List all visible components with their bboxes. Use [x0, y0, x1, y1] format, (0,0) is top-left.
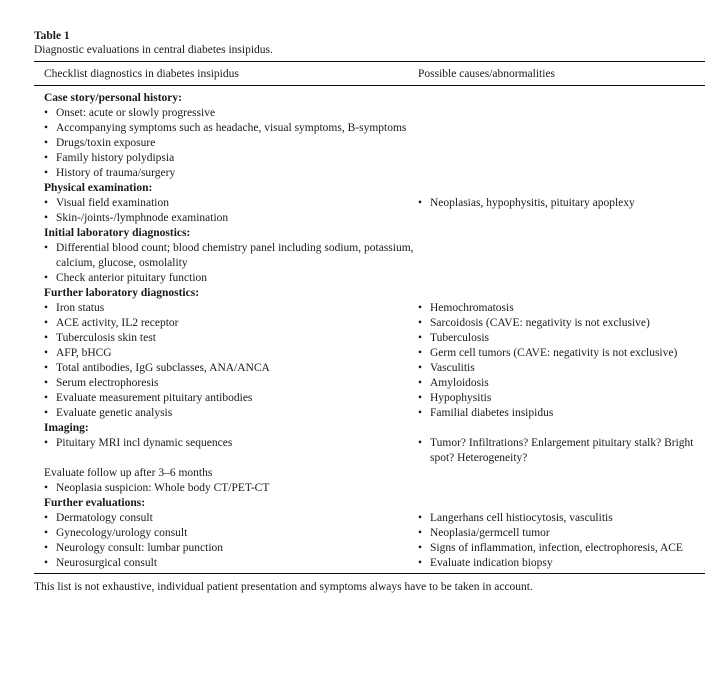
- table-row: • Neurology consult: lumbar punction • Signs of inflammation, infection, electrophoresis, ACE: [34, 541, 705, 556]
- section-title-imaging: Imaging:: [44, 422, 89, 434]
- list-item: Family history polydipsia: [56, 152, 175, 164]
- bottom-rule: [34, 573, 705, 574]
- table-row: • Visual field examination • Neoplasias, hypophysitis, pituitary apoplexy: [34, 196, 705, 211]
- table-row: [34, 286, 705, 301]
- table-label: Table 1: [34, 30, 70, 42]
- cause-item: Neoplasias, hypophysitis, pituitary apoplexy: [430, 197, 635, 209]
- table-row: • Skin-/joints-/lymphnode examination: [34, 211, 705, 226]
- table-row: • Dermatology consult • Langerhans cell histiocytosis, vasculitis: [34, 511, 705, 526]
- table-caption: Diagnostic evaluations in central diabetes insipidus.: [34, 44, 273, 56]
- cause-item: Neoplasia/germcell tumor: [430, 527, 550, 539]
- list-item: Iron status: [56, 302, 105, 314]
- table-row: • Gynecology/urology consult • Neoplasia/germcell tumor: [34, 526, 705, 541]
- table-row: • Tuberculosis skin test • Tuberculosis: [34, 331, 705, 346]
- section-title-further-eval: Further evaluations:: [44, 497, 146, 509]
- table-row: • Evaluate genetic analysis • Familial diabetes insipidus: [34, 406, 705, 421]
- table-header: [34, 62, 705, 85]
- table-row: [34, 466, 705, 481]
- table-row: • Total antibodies, IgG subclasses, ANA/ANCA • Vasculitis: [34, 361, 705, 376]
- list-item: Neurosurgical consult: [56, 557, 158, 569]
- cause-item: Familial diabetes insipidus: [430, 407, 554, 419]
- table-row: • History of trauma/surgery: [34, 166, 705, 181]
- list-item: Pituitary MRI incl dynamic sequences: [56, 437, 233, 449]
- table-row: • Neoplasia suspicion: Whole body CT/PET-CT: [34, 481, 705, 496]
- table-row: • Differential blood count; blood chemistry panel including sodium, potassium, calcium, glucose, osmolality: [34, 241, 705, 271]
- section-title-history: Case story/personal history:: [44, 92, 182, 104]
- cause-item: Langerhans cell histiocytosis, vasculitis: [430, 512, 613, 524]
- table-row: • Family history polydipsia: [34, 151, 705, 166]
- table-row: • Pituitary MRI incl dynamic sequences • Tumor? Infiltrations? Enlargement pituitary stalk? Bright spot? Heterogeneity?: [44, 437, 694, 464]
- table-row: • Onset: acute or slowly progressive: [34, 106, 705, 121]
- table-row: [34, 181, 705, 196]
- list-item: Skin-/joints-/lymphnode examination: [56, 212, 229, 224]
- col2-header: Possible causes/abnormalities: [418, 68, 556, 80]
- list-item: Neurology consult: lumbar punction: [56, 542, 224, 554]
- list-item: ACE activity, IL2 receptor: [56, 317, 179, 329]
- cause-item: Vasculitis: [430, 362, 475, 374]
- col1-header: Checklist diagnostics in diabetes insipidus: [44, 68, 239, 80]
- list-item: Gynecology/urology consult: [56, 527, 188, 539]
- cause-item: Tuberculosis: [430, 332, 489, 344]
- section-title-physical: Physical examination:: [44, 182, 153, 194]
- table-row: • Accompanying symptoms such as headache, visual symptoms, B-symptoms: [34, 121, 705, 136]
- table-row: • Evaluate measurement pituitary antibodies • Hypophysitis: [34, 391, 705, 406]
- list-item: Evaluate genetic analysis: [56, 407, 173, 419]
- cause-item: Amyloidosis: [430, 377, 489, 389]
- table-row: • AFP, bHCG • Germ cell tumors (CAVE: negativity is not exclusive): [34, 346, 705, 361]
- table-row: • Iron status • Hemochromatosis: [34, 301, 705, 316]
- list-item: AFP, bHCG: [56, 347, 112, 359]
- cause-item: Signs of inflammation, infection, electrophoresis, ACE: [430, 542, 683, 554]
- list-item: Serum electrophoresis: [56, 377, 159, 389]
- table-row: [34, 421, 705, 436]
- list-item: Total antibodies, IgG subclasses, ANA/ANCA: [56, 362, 270, 374]
- list-item: Drugs/toxin exposure: [56, 137, 156, 149]
- section-title-initial-lab: Initial laboratory diagnostics:: [44, 227, 191, 239]
- table-container: [34, 29, 705, 594]
- table-row: [34, 496, 705, 511]
- list-item: Dermatology consult: [56, 512, 153, 524]
- table-row: [34, 226, 705, 241]
- list-item: Differential blood count; blood chemistry panel including sodium, potassium, calcium, glucose, osmolality: [56, 242, 414, 269]
- cause-item: Sarcoidosis (CAVE: negativity is not exclusive): [430, 317, 650, 329]
- table-row: • Check anterior pituitary function: [34, 271, 705, 286]
- followup-text: Evaluate follow up after 3–6 months: [44, 467, 213, 479]
- list-item: History of trauma/surgery: [56, 167, 176, 179]
- list-item: Check anterior pituitary function: [56, 272, 208, 284]
- cause-item: Hypophysitis: [430, 392, 492, 404]
- list-item: Accompanying symptoms such as headache, visual symptoms, B-symptoms: [56, 122, 407, 134]
- table-row: • ACE activity, IL2 receptor • Sarcoidosis (CAVE: negativity is not exclusive): [34, 316, 705, 331]
- table-row: • Serum electrophoresis • Amyloidosis: [34, 376, 705, 391]
- table-row: • Drugs/toxin exposure: [34, 136, 705, 151]
- list-item: Onset: acute or slowly progressive: [56, 107, 216, 119]
- cause-item: Hemochromatosis: [430, 302, 514, 314]
- list-item: Evaluate measurement pituitary antibodies: [56, 392, 253, 404]
- list-item: Tuberculosis skin test: [56, 332, 156, 344]
- cause-item: Evaluate indication biopsy: [430, 557, 553, 569]
- table-row: [34, 91, 705, 106]
- cause-item: Germ cell tumors (CAVE: negativity is not exclusive): [430, 347, 678, 359]
- list-item: Neoplasia suspicion: Whole body CT/PET-CT: [56, 482, 270, 494]
- table-body: [34, 86, 705, 571]
- cause-item: Tumor? Infiltrations? Enlargement pituitary stalk? Bright spot? Heterogeneity?: [430, 437, 694, 464]
- table-footnote: This list is not exhaustive, individual patient presentation and symptoms always have to be taken in account.: [34, 581, 533, 593]
- section-title-further-lab: Further laboratory diagnostics:: [44, 287, 200, 299]
- list-item: Visual field examination: [56, 197, 170, 209]
- table-row: • Neurosurgical consult • Evaluate indication biopsy: [34, 556, 705, 571]
